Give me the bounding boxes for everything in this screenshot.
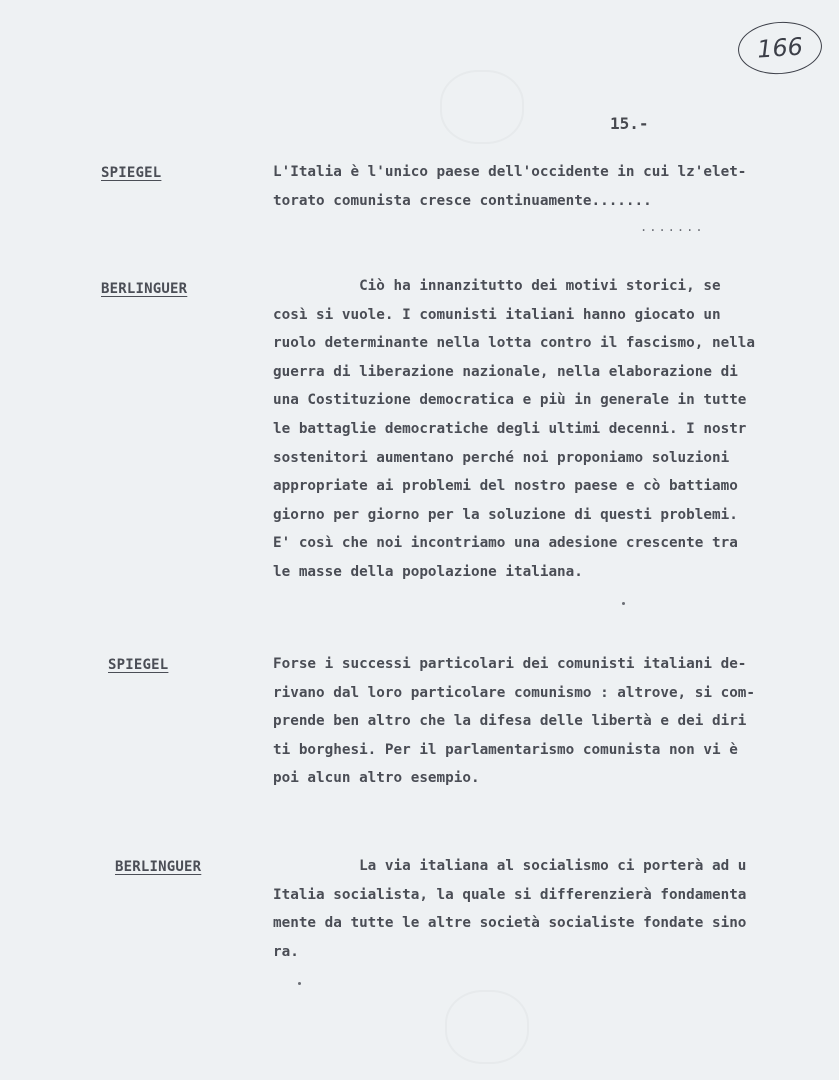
background-watermark xyxy=(445,990,529,1064)
speech-line: sostenitori aumentano perché noi proponiamo soluzioni xyxy=(273,449,730,466)
speech-line: poi alcun altro esempio. xyxy=(273,770,480,787)
speech-line: le battaglie democratiche degli ultimi decenni. I nostr xyxy=(273,420,747,437)
speech-paragraph xyxy=(273,650,818,793)
speech-line: mente da tutte le altre società socialiste fondate sino xyxy=(273,915,747,932)
archive-number-stamp: 166 xyxy=(736,19,823,77)
trailing-dots: ....... xyxy=(640,220,705,234)
speech-line: così si vuole. I comunisti italiani hanno giocato un xyxy=(273,306,721,323)
speech-line: ra. xyxy=(273,943,299,960)
speech-paragraph xyxy=(273,852,818,966)
stray-dot xyxy=(298,982,301,985)
speaker-label: SPIEGEL xyxy=(101,165,162,181)
speech-line: prende ben altro che la difesa delle libertà e dei diri xyxy=(273,713,747,730)
speech-line: una Costituzione democratica e più in generale in tutte xyxy=(273,392,747,409)
speech-line: La via italiana al socialismo ci porterà ad u xyxy=(273,858,747,874)
speech-line: Forse i successi particolari dei comunisti italiani de- xyxy=(273,656,747,672)
speaker-label: SPIEGEL xyxy=(108,657,169,673)
speaker-label: BERLINGUER xyxy=(101,281,188,297)
speech-line: ruolo determinante nella lotta contro il fascismo, nella xyxy=(273,335,756,352)
speaker-label: BERLINGUER xyxy=(115,859,202,875)
speech-line: E' così che noi incontriamo una adesione crescente tra xyxy=(273,535,738,552)
background-watermark xyxy=(440,70,524,144)
speech-paragraph xyxy=(273,272,818,587)
speech-line: torato comunista cresce continuamente....... xyxy=(273,192,652,209)
speech-line: giorno per giorno per la soluzione di questi problemi. xyxy=(273,506,738,523)
speech-line: L'Italia è l'unico paese dell'occidente in cui lz'elet- xyxy=(273,164,747,180)
speech-line: guerra di liberazione nazionale, nella elaborazione di xyxy=(273,363,738,380)
page-number: 15.- xyxy=(610,114,649,133)
speech-line: Italia socialista, la quale si differenzierà fondamenta xyxy=(273,886,747,903)
speech-paragraph xyxy=(273,158,818,215)
speech-line: rivano dal loro particolare comunismo : altrove, si com- xyxy=(273,684,756,701)
speech-line: ti borghesi. Per il parlamentarismo comunista non vi è xyxy=(273,741,738,758)
stray-dot xyxy=(622,602,625,605)
speech-line: Ciò ha innanzitutto dei motivi storici, se xyxy=(273,278,721,294)
speech-line: appropriate ai problemi del nostro paese e cò battiamo xyxy=(273,478,738,495)
speech-line: le masse della popolazione italiana. xyxy=(273,563,583,580)
